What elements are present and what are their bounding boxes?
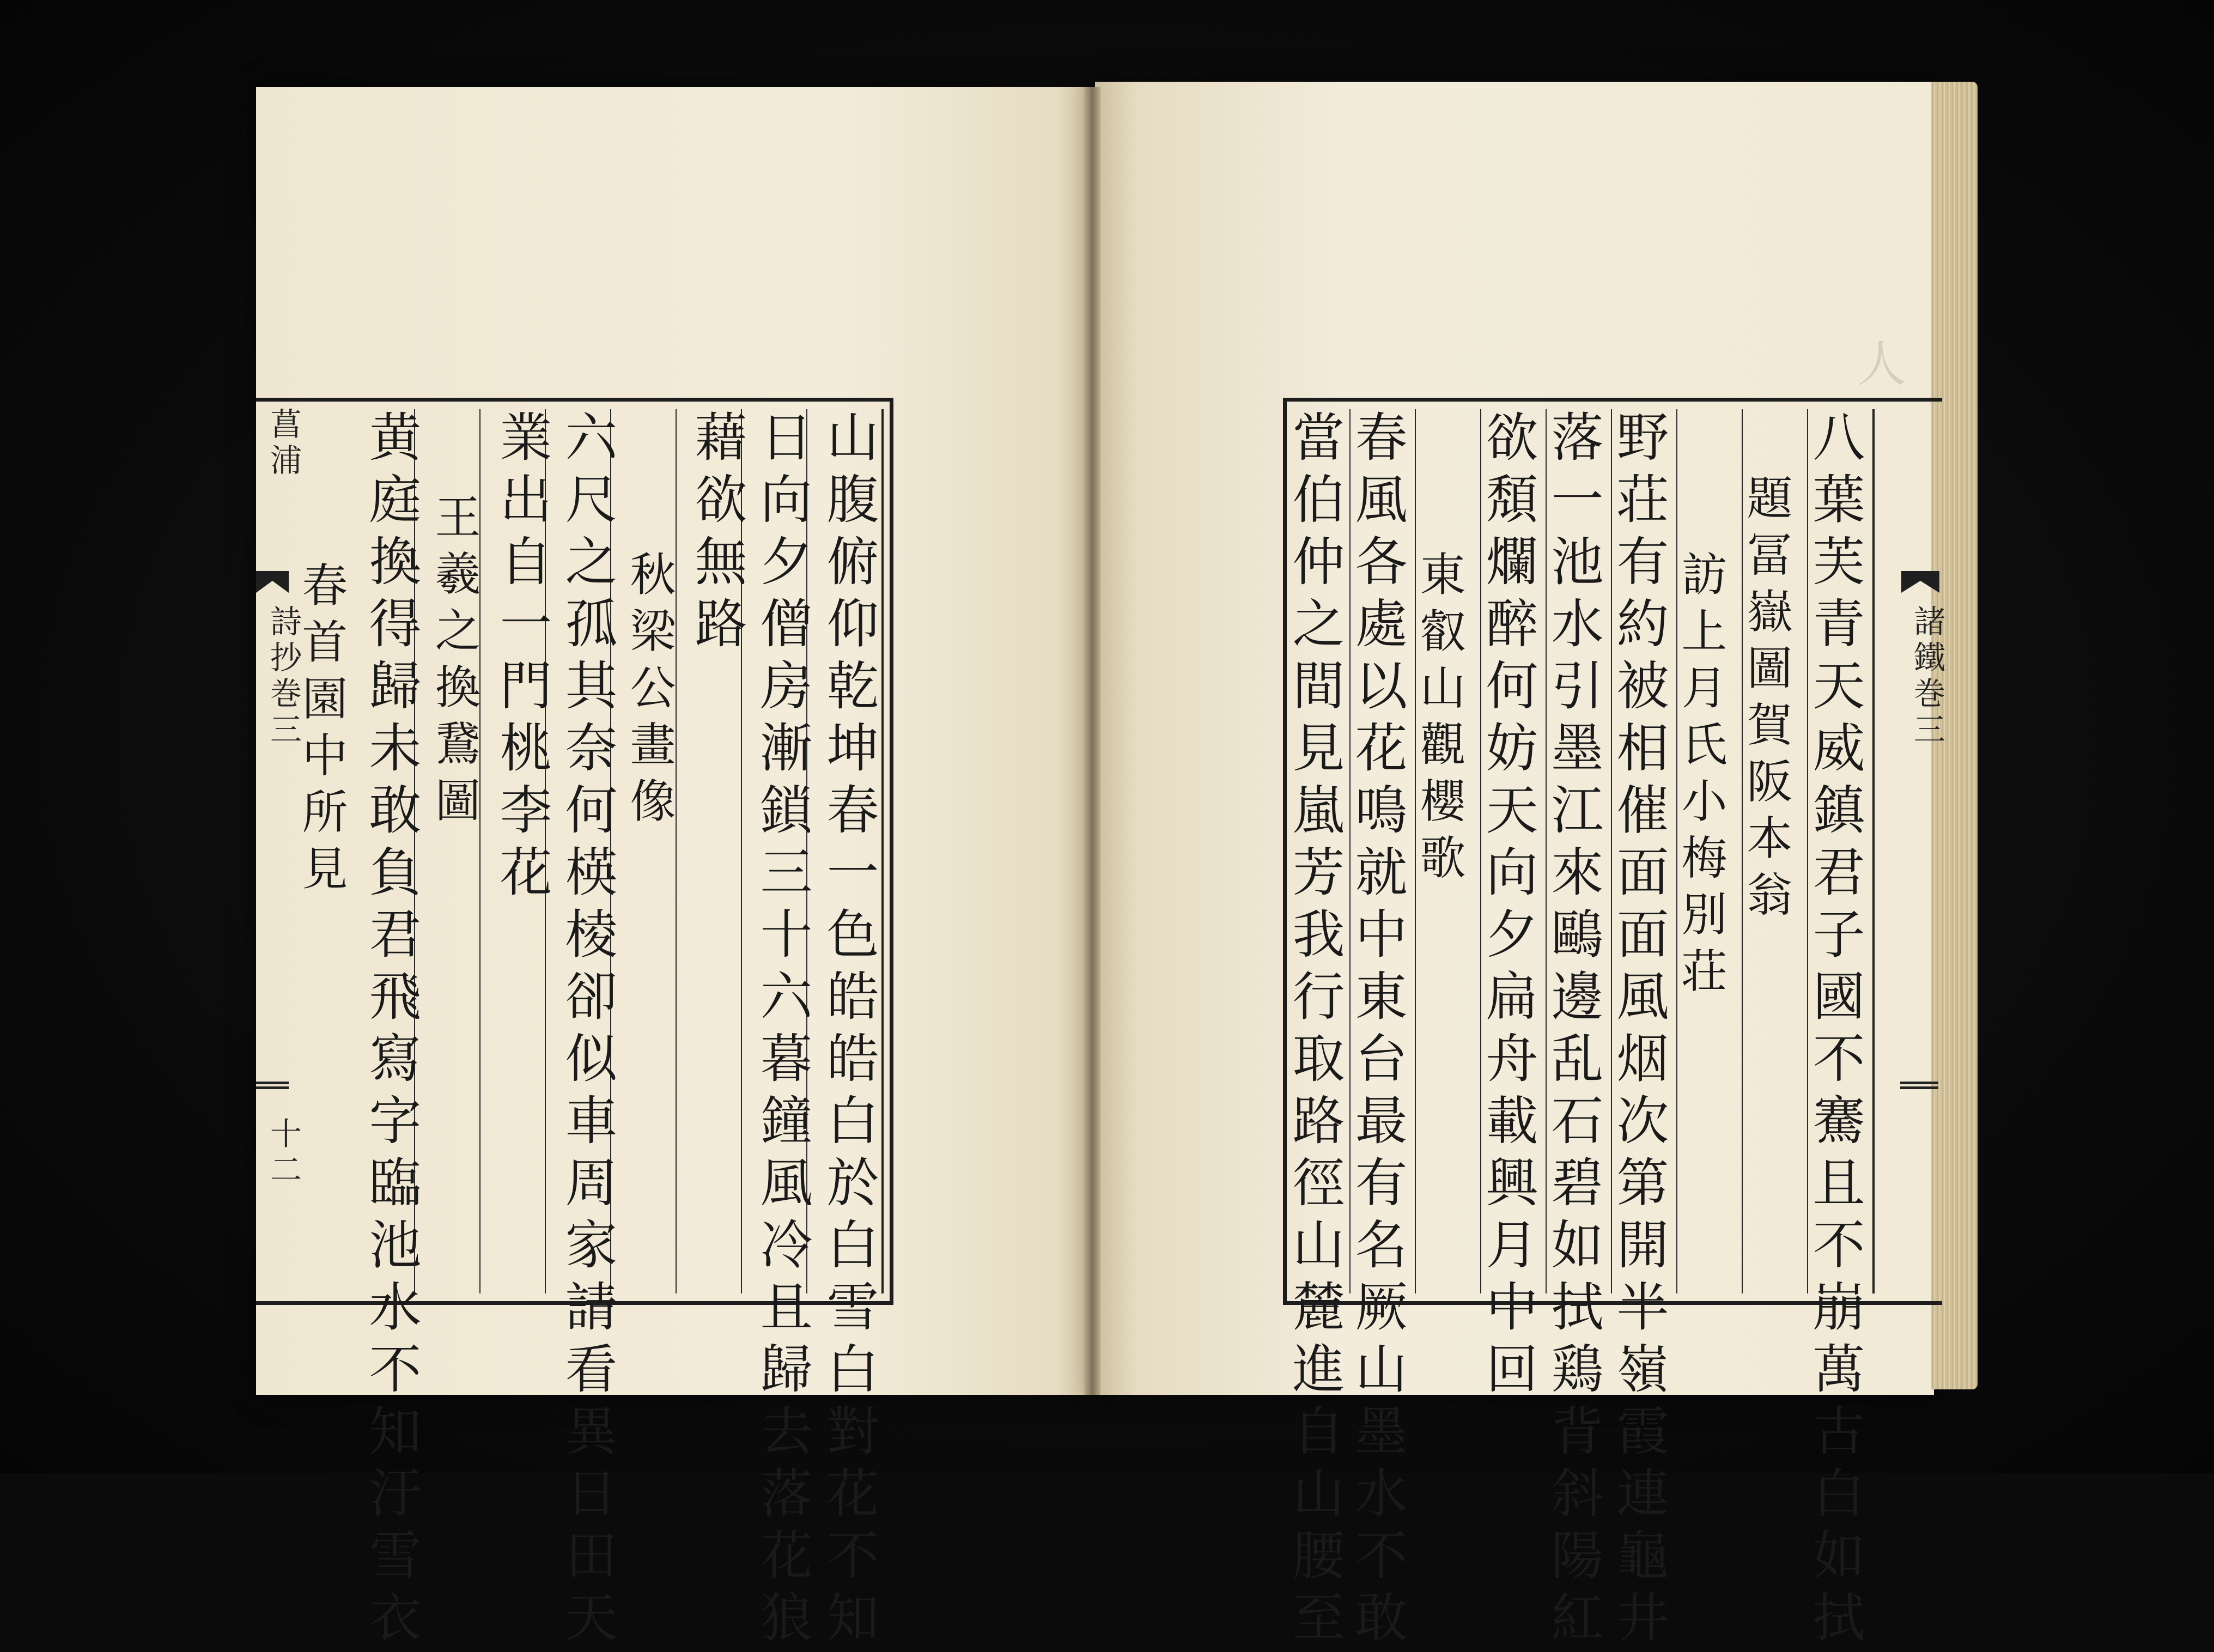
fishtail-mark — [1901, 571, 1939, 593]
text-column-6: 欲頽爛醉何妨天向夕扁舟載興月中回 — [1477, 410, 1538, 1404]
column-rule — [676, 409, 677, 1293]
fishtail-mark — [256, 571, 289, 593]
poem-title-1: 秋梁公畫像 — [623, 550, 676, 834]
margin-rule — [881, 409, 884, 1293]
text-column-2: 日向夕僧房漸鎖三十六暮鐘風冷且歸去落花狼 — [752, 410, 813, 1652]
left-margin-folio: 十二 — [265, 1117, 302, 1189]
left-margin-volume: 詩抄巻三 — [265, 605, 302, 749]
text-column-4: 野荘有約被相催面面風烟次第開半嶺霞連龜井 — [1608, 410, 1669, 1652]
left-margin-title: 菖浦 — [265, 408, 302, 479]
text-column-5: 六尺之孤其奈何楧棱卻似車周家請看異日田天 — [557, 410, 618, 1652]
text-column-5: 落一池水引墨江來鷗邊乱石碧如拭鶏背斜陽紅 — [1543, 410, 1604, 1652]
text-column-9: 當伯仲之間見嵐芳我行取路徑山麓進自山腰至 — [1284, 410, 1345, 1652]
text-column-1: 山腹俯仰乾坤春一色皓皓白於白雪白對花不知 — [818, 410, 879, 1652]
margin-rule — [1872, 409, 1875, 1293]
margin-line-mark — [256, 1082, 289, 1089]
text-column-6: 業出自一門桃李花 — [491, 410, 552, 907]
show-through-mark: 人 — [1848, 338, 1906, 397]
poem-title-3: 春首園中所見 — [295, 561, 348, 901]
poem-title-2: 王羲之換鵞圖 — [428, 493, 481, 833]
text-column-8: 春風各處以花鳴就中東台最有名厥山墨水不敢 — [1347, 410, 1408, 1652]
poem-title-3: 東叡山觀櫻歌 — [1413, 550, 1466, 890]
margin-line-mark — [1900, 1082, 1938, 1089]
text-column-3: 藉欲無路 — [686, 410, 747, 658]
poem-title-2: 訪上月氏小梅別荘 — [1674, 550, 1728, 1004]
text-column-1: 八葉芙青天威鎮君子國不騫且不崩萬古白如拭 — [1804, 410, 1865, 1652]
right-margin-volume: 諸鐵巻三 — [1908, 605, 1945, 749]
poem-title-1: 題冨嶽圖賀阪本翁 — [1739, 474, 1793, 927]
book-gutter — [1084, 87, 1100, 1395]
text-column-8: 黄庭換得歸未敢負君飛寫字臨池水不知汙雪衣 — [361, 410, 422, 1652]
